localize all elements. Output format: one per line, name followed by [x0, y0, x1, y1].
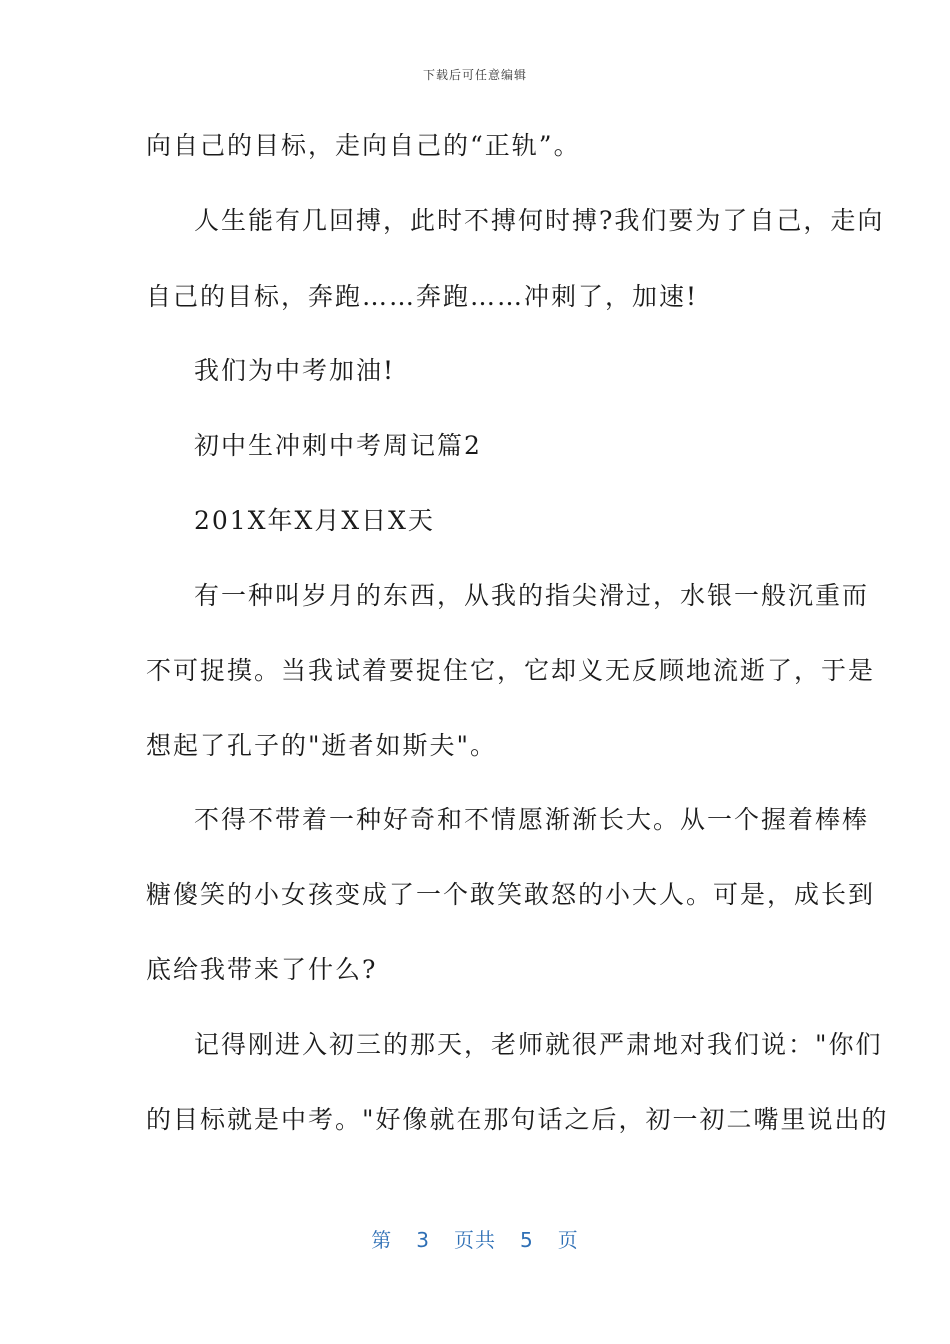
body-text-line: 我们为中考加油! [194, 356, 396, 385]
body-text-line: 有一种叫岁月的东西，从我的指尖滑过，水银一般沉重而 [194, 581, 870, 610]
body-text-line: 不得不带着一种好奇和不情愿渐渐长大。从一个握着棒棒 [194, 805, 870, 834]
current-page-number: 3 [416, 1228, 430, 1252]
body-text-line: 不可捉摸。当我试着要捉住它，它却义无反顾地流逝了，于是 [146, 656, 876, 685]
body-text-line: 想起了孔子的"逝者如斯夫"。 [146, 731, 497, 760]
body-text-line: 底给我带来了什么? [146, 955, 378, 984]
body-text-line: 记得刚进入初三的那天，老师就很严肃地对我们说："你们 [194, 1030, 883, 1059]
page-header: 下载后可任意编辑 [422, 68, 527, 82]
body-text-line: 自己的目标，奔跑……奔跑……冲刺了，加速! [146, 282, 699, 311]
footer-middle: 页共 [454, 1228, 496, 1252]
page-footer [0, 1224, 950, 1253]
footer-suffix: 页 [557, 1228, 579, 1252]
body-text-line: 人生能有几回搏，此时不搏何时搏?我们要为了自己，走向 [194, 206, 885, 235]
total-pages-number: 5 [520, 1228, 534, 1252]
footer-prefix: 第 [371, 1228, 393, 1252]
section-title: 初中生冲刺中考周记篇2 [194, 431, 482, 460]
body-text-line: 的目标就是中考。"好像就在那句话之后，初一初二嘴里说出的 [146, 1105, 889, 1134]
body-text-line: 糖傻笑的小女孩变成了一个敢笑敢怒的小大人。可是，成长到 [146, 880, 876, 909]
body-text-line: 向自己的目标，走向自己的“正轨”。 [146, 131, 581, 160]
entry-date: 201X年X月X日X天 [194, 506, 435, 535]
